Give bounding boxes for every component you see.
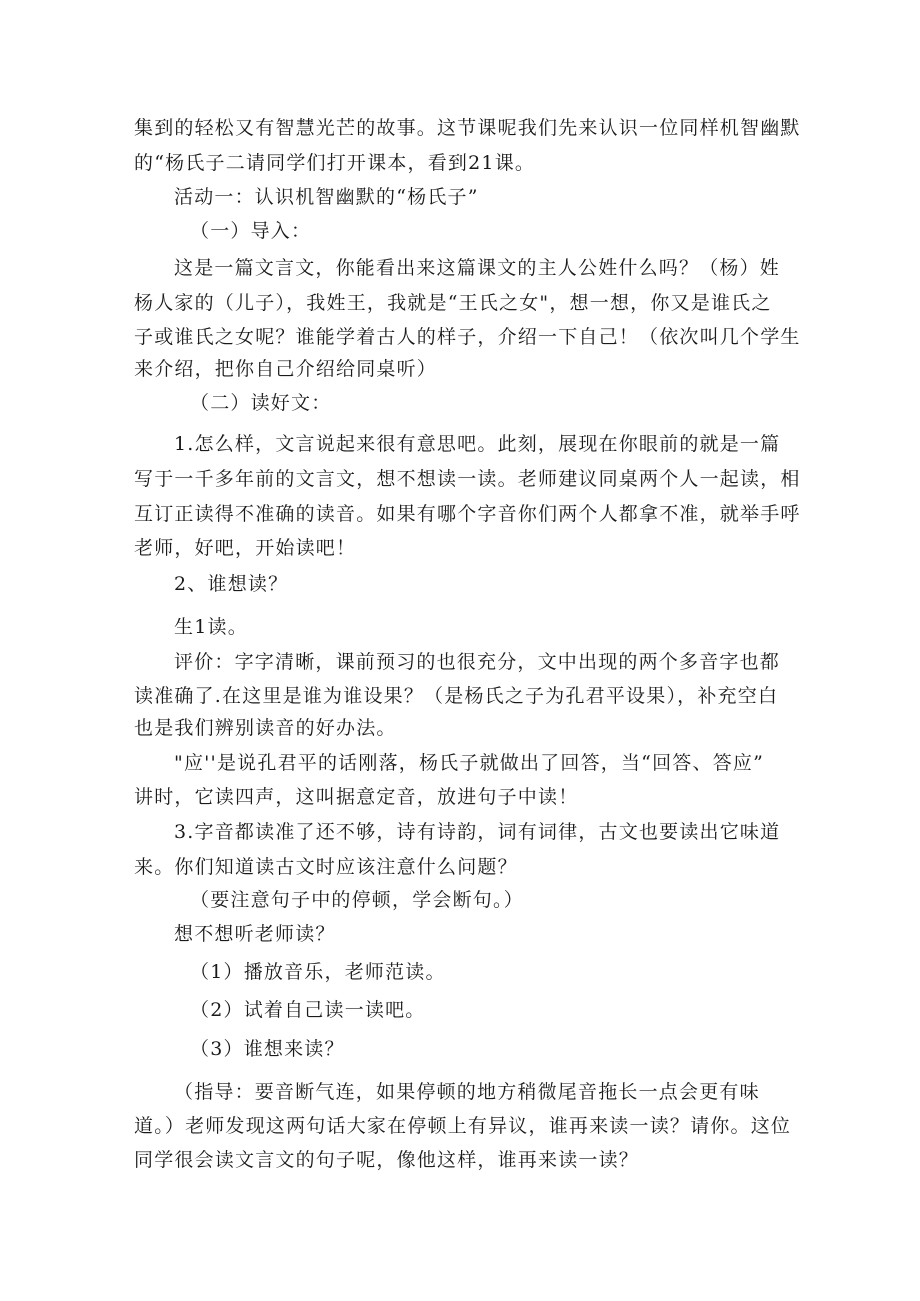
text-line: 杨人家的（儿子），我姓王，我就是“王氏之女"，想一想，你又是谁氏之	[134, 292, 772, 314]
text-line: 道。）老师发现这两句话大家在停顿上有异议，谁再来读一读？请你。这位	[134, 1115, 792, 1137]
list-item: （3）谁想来读？	[190, 1038, 345, 1060]
text-line: 也是我们辨别读音的好办法。	[134, 717, 397, 739]
text-line: 想不想听老师读？	[174, 923, 336, 945]
text-line: 讲时，它读四声，这叫据意定音，放进句子中读！	[134, 786, 579, 808]
text-line: 老师，好吧，开始读吧！	[134, 537, 357, 559]
subsection-heading: （一）导入：	[190, 220, 312, 242]
subsection-heading: （二）读好文：	[190, 392, 332, 414]
text-line: 这是一篇文言文，你能看出来这篇课文的主人公姓什么吗？（杨）姓	[174, 257, 781, 279]
list-item: （1）播放音乐，老师范读。	[190, 961, 446, 983]
section-heading: 活动一：认识机智幽默的“杨氏子”	[174, 186, 479, 208]
text-line: 3.字音都读准了还不够，诗有诗韵，词有词律，古文也要读出它味道	[174, 821, 781, 843]
text-line: 读准确了.在这里是谁为谁设果？（是杨氏之子为孔君平设果），补充空白	[134, 685, 779, 707]
text-line: "应''是说孔君平的话刚落，杨氏子就做出了回答，当“回答、答应”	[174, 752, 765, 774]
text-line: 的“杨氏子二请同学们打开课本，看到21课。	[134, 152, 536, 174]
text-line: 1.怎么样，文言说起来很有意思吧。此刻，展现在你眼前的就是一篇	[174, 433, 781, 455]
text-line: 来介绍，把你自己介绍给同桌听）	[134, 358, 438, 380]
text-line: 生1读。	[174, 616, 248, 638]
text-line: 同学很会读文言文的句子呢，像他这样，谁再来读一读？	[134, 1149, 640, 1171]
text-line: 2、谁想读？	[174, 573, 289, 595]
text-line: 子或谁氏之女呢？谁能学着古人的样子，介绍一下自己！（依次叫几个学生	[134, 326, 801, 348]
text-line: （要注意句子中的停顿，学会断句。）	[190, 889, 524, 911]
text-line: 评价：字字清晰，课前预习的也很充分，文中出现的两个多音字也都	[174, 651, 781, 673]
text-line: 互订正读得不准确的读音。如果有哪个字音你们两个人都拿不准，就举手呼	[134, 503, 801, 525]
text-line: 集到的轻松又有智慧光芒的故事。这节课呢我们先来认识一位同样机智幽默	[134, 117, 801, 139]
text-line: 来。你们知道读古文时应该注意什么问题？	[134, 856, 518, 878]
text-line: 写于一千多年前的文言文，想不想读一读。老师建议同桌两个人一起读，相	[134, 468, 801, 490]
text-line: （指导：要音断气连，如果停顿的地方稍微尾音拖长一点会更有味	[174, 1081, 760, 1103]
list-item: （2）试着自己读一读吧。	[190, 999, 426, 1021]
